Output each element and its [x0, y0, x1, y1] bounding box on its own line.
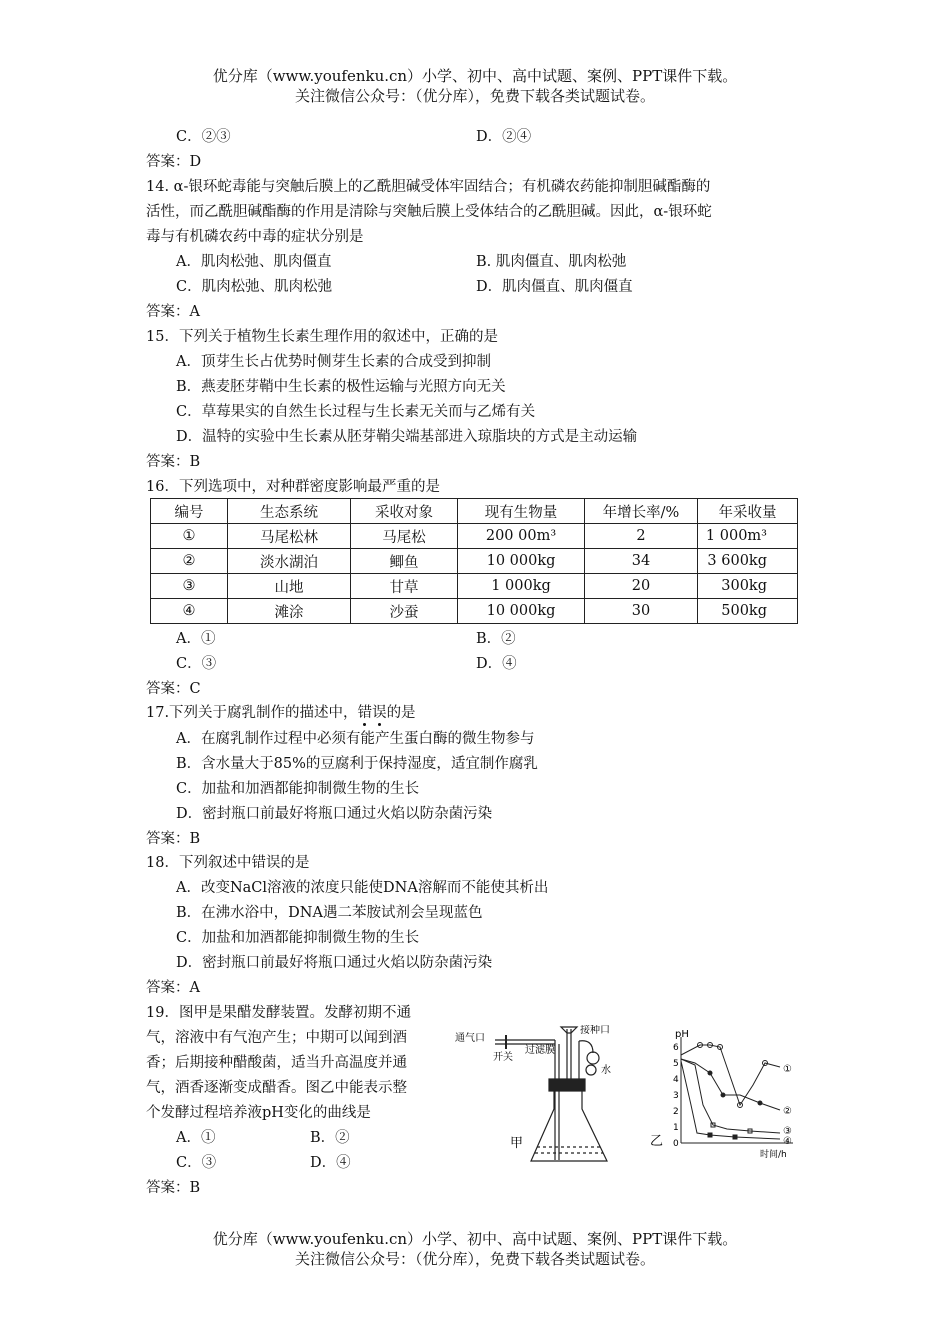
ecosystem-table	[150, 498, 798, 624]
x-axis-label: 时间/h	[760, 1150, 787, 1160]
y-tick: 1	[673, 1123, 679, 1133]
q19-stem-line4: 气，酒香逐渐变成醋香。图乙中能表示整	[146, 1080, 407, 1096]
label-jia: 甲	[510, 1136, 524, 1151]
table-cell: 甘草	[351, 574, 458, 599]
ph-chart	[681, 1037, 793, 1143]
q16-option-d: D．④	[476, 656, 517, 672]
q17-option-a: A．在腐乳制作过程中必须有能产生蛋白酶的微生物参与	[176, 731, 535, 747]
q13-answer: 答案：D	[146, 154, 202, 170]
q18-option-d: D．密封瓶口前最好将瓶口通过火焰以防杂菌污染	[176, 955, 493, 971]
table-cell: 30	[585, 599, 698, 624]
table-cell: 200 00m³	[458, 524, 585, 549]
table-cell: ②	[151, 549, 228, 574]
table-cell: 3 600kg	[698, 549, 798, 574]
label-yi: 乙	[650, 1134, 664, 1149]
q14-answer: 答案：A	[146, 304, 200, 320]
y-tick: 2	[673, 1107, 679, 1117]
curve-markers	[698, 1043, 768, 1140]
table-row	[151, 574, 798, 599]
label-inoculation: 接种口	[580, 1025, 610, 1036]
q15-option-d: D．温特的实验中生长素从胚芽鞘尖端基部进入琼脂块的方式是主动运输	[176, 429, 638, 445]
label-inlet: 通气口	[455, 1033, 485, 1044]
label-water: 水	[601, 1065, 611, 1076]
table-cell: 滩涂	[228, 599, 351, 624]
q19-option-d: D．④	[310, 1155, 351, 1171]
table-cell: 鲫鱼	[351, 549, 458, 574]
q17-stem	[146, 703, 416, 723]
q16-stem: 16．下列选项中，对种群密度影响最严重的是	[146, 479, 440, 495]
col-header-ecosystem: 生态系统	[228, 499, 351, 524]
q16-option-a: A．①	[176, 631, 216, 647]
q15-answer: 答案：B	[146, 454, 201, 470]
table-cell: 500kg	[698, 599, 798, 624]
curve-label-1: ①	[783, 1064, 792, 1075]
table-row	[151, 524, 798, 549]
q16-option-b: B．②	[476, 631, 516, 647]
curve-2	[681, 1059, 780, 1110]
q17-stem-post: 的是	[386, 705, 416, 721]
q18-option-c: C．加盐和加酒都能抑制微生物的生长	[176, 930, 420, 946]
y-tick: 5	[673, 1059, 679, 1069]
footer-line2: 关注微信公众号：（优分库），免费下载各类试题试卷。	[294, 1250, 655, 1268]
q16-option-c: C．③	[176, 656, 217, 672]
q18-stem: 18．下列叙述中错误的是	[146, 855, 310, 871]
q19-option-c: C．③	[176, 1155, 217, 1171]
table-cell: 淡水湖泊	[228, 549, 351, 574]
emphasis-char: 误	[372, 705, 387, 721]
q15-option-b: B．燕麦胚芽鞘中生长素的极性运输与光照方向无关	[176, 379, 506, 395]
table-cell: 1 000m³	[698, 524, 798, 549]
curve-4	[681, 1061, 780, 1139]
q14-option-d: D．肌肉僵直、肌肉僵直	[476, 279, 633, 295]
q18-option-b: B．在沸水浴中，DNA遇二苯胺试剂会呈现蓝色	[176, 905, 483, 921]
q19-stem-line1: 19．图甲是果醋发酵装置。发酵初期不通	[146, 1005, 411, 1021]
table-cell: 马尾松	[351, 524, 458, 549]
table-row	[151, 599, 798, 624]
q17-option-d: D．密封瓶口前最好将瓶口通过火焰以防杂菌污染	[176, 806, 493, 822]
y-tick: 6	[673, 1043, 679, 1053]
fermentation-figure	[455, 1025, 815, 1165]
table-row	[151, 549, 798, 574]
table-cell: ①	[151, 524, 228, 549]
table-cell: 20	[585, 574, 698, 599]
table-cell: ③	[151, 574, 228, 599]
q14-stem-line2: 活性，而乙酰胆碱酯酶的作用是清除与突触后膜上受体结合的乙酰胆碱。因此，α-银环蛇	[146, 204, 712, 220]
q17-stem-pre: 17.下列关于腐乳制作的描述中，	[146, 705, 358, 721]
curve-1	[681, 1045, 780, 1105]
table-cell: ④	[151, 599, 228, 624]
q19-answer: 答案：B	[146, 1180, 201, 1196]
q17-option-c: C．加盐和加酒都能抑制微生物的生长	[176, 781, 420, 797]
page-header	[0, 66, 950, 106]
curve-label-2: ②	[783, 1106, 792, 1117]
y-tick: 3	[673, 1091, 679, 1101]
table-cell: 马尾松林	[228, 524, 351, 549]
header-line1: 优分库（www.youfenku.cn）小学、初中、高中试题、案例、PPT课件下载。	[212, 67, 738, 85]
y-tick: 4	[673, 1075, 679, 1085]
curve-label-4: ④	[783, 1136, 792, 1147]
q13-option-c: C．②③	[176, 129, 231, 145]
q15-option-a: A．顶芽生长占优势时侧芽生长素的合成受到抑制	[176, 354, 491, 370]
col-header-biomass: 现有生物量	[458, 499, 585, 524]
q15-stem: 15．下列关于植物生长素生理作用的叙述中，正确的是	[146, 329, 498, 345]
q14-option-a: A．肌肉松弛、肌肉僵直	[176, 254, 332, 270]
label-switch: 开关	[493, 1052, 513, 1063]
q14-stem-line1: 14. α-银环蛇毒能与突触后膜上的乙酰胆碱受体牢固结合；有机磷农药能抑制胆碱酯酶的	[146, 179, 711, 195]
y-axis-label: pH	[675, 1029, 689, 1040]
q19-stem-line5: 个发酵过程培养液pH变化的曲线是	[146, 1105, 371, 1121]
table-cell: 1 000kg	[458, 574, 585, 599]
q14-option-b: B. 肌肉僵直、肌肉松弛	[476, 254, 627, 270]
q17-option-b: B．含水量大于85%的豆腐利于保持湿度，适宜制作腐乳	[176, 756, 538, 772]
col-header-harvest: 年采收量	[698, 499, 798, 524]
col-header-growth-rate: 年增长率/%	[585, 499, 698, 524]
q18-answer: 答案：A	[146, 980, 200, 996]
table-header-row	[151, 499, 798, 524]
q19-stem-line3: 香；后期接种醋酸菌，适当升高温度并通	[146, 1055, 407, 1071]
table-cell: 山地	[228, 574, 351, 599]
label-filter: 过滤膜	[525, 1045, 555, 1056]
curve-3	[681, 1059, 780, 1133]
q16-answer: 答案：C	[146, 681, 201, 697]
emphasis-char: 错	[357, 705, 373, 721]
curve-label-3: ③	[783, 1126, 792, 1137]
table-cell: 2	[585, 524, 698, 549]
q13-option-d: D．②④	[476, 129, 532, 145]
footer-line1: 优分库（www.youfenku.cn）小学、初中、高中试题、案例、PPT课件下载。	[212, 1230, 738, 1248]
table-cell: 沙蚕	[351, 599, 458, 624]
q19-stem-line2: 气，溶液中有气泡产生；中期可以闻到酒	[146, 1030, 407, 1046]
q18-option-a: A．改变NaCl溶液的浓度只能使DNA溶解而不能使其析出	[176, 880, 549, 896]
page-footer	[0, 1229, 950, 1269]
header-line2: 关注微信公众号：（优分库），免费下载各类试题试卷。	[294, 87, 655, 105]
y-tick: 0	[673, 1139, 679, 1149]
col-header-id: 编号	[151, 499, 228, 524]
q19-option-b: B．②	[310, 1130, 350, 1146]
table-cell: 10 000kg	[458, 599, 585, 624]
q14-option-c: C．肌肉松弛、肌肉松弛	[176, 279, 333, 295]
table-cell: 10 000kg	[458, 549, 585, 574]
table-cell: 300kg	[698, 574, 798, 599]
q15-option-c: C．草莓果实的自然生长过程与生长素无关而与乙烯有关	[176, 404, 536, 420]
q14-stem-line3: 毒与有机磷农药中毒的症状分别是	[146, 229, 364, 245]
q19-option-a: A．①	[176, 1130, 216, 1146]
q17-answer: 答案：B	[146, 831, 201, 847]
table-cell: 34	[585, 549, 698, 574]
col-header-target: 采收对象	[351, 499, 458, 524]
